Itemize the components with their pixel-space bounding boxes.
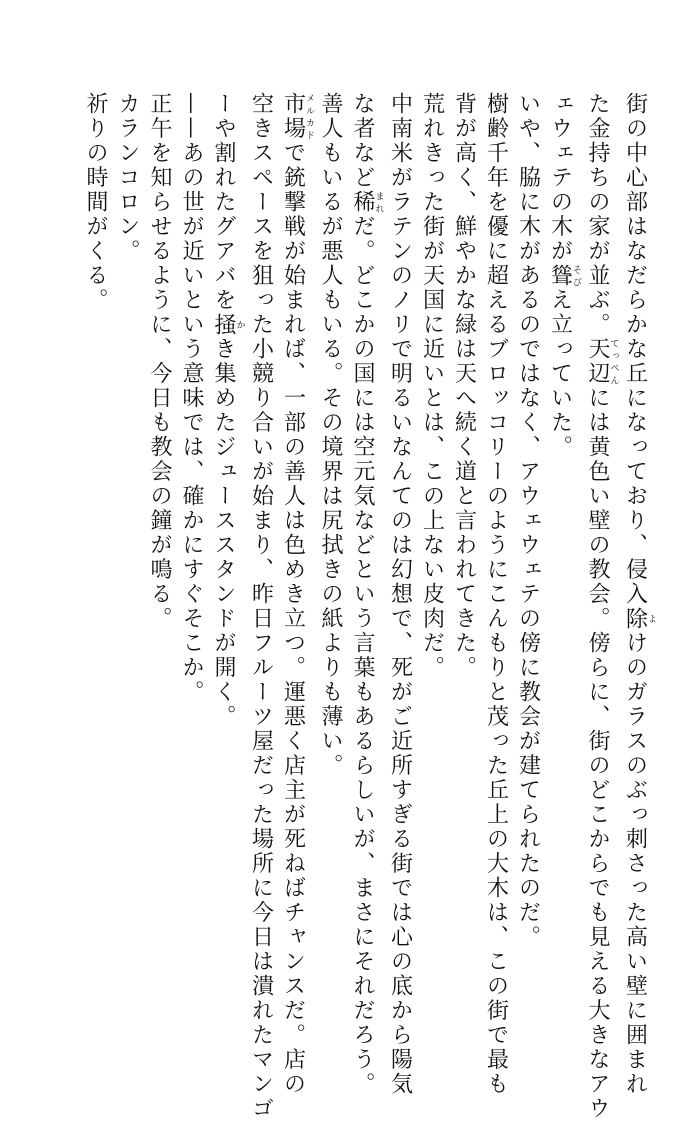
ruby-reading: メルカド [304,92,314,141]
text-segment: だ。どこかの国には空元気などという言葉もあるらしいが、まさにそれだろう。 [350,214,375,1097]
ruby-reading: てっぺん [608,337,619,386]
text-line [619,92,657,1097]
ruby-annotation [280,92,314,141]
text-segment: 背が高く、鮮やかな緑は天へ続く道と言われてきた。 [451,92,477,680]
text-segment: で銃撃戦が始まれば、一部の善人は色めき立つ。運悪く店主が死ねばチャンスだ。店の [280,141,306,1097]
text-segment: 樹齢千年を優に超えるブロッコリーのようにこんもりと茂った丘上の大木は、この街で最も [483,92,509,1097]
text-line [111,92,143,972]
text-segment: 正午を知らせるように、今日も教会の鐘が鳴る。 [147,92,172,631]
text-segment: 空きスペースを狙った小競り合いが始まり、昨日フルーツ屋だった場所に今日は潰れたマンゴ [248,92,274,1121]
text-line [384,92,416,1097]
ruby-base: 天辺 [585,337,610,386]
text-line [207,92,245,972]
ruby-annotation [622,606,656,632]
ruby-base: 除 [622,606,648,631]
ruby-reading: よ [646,606,656,631]
ruby-annotation [350,190,384,215]
vertical-text-body [79,92,656,1121]
text-segment: た金持ちの家が並ぶ。 [585,92,610,337]
text-segment: ェウェテの木が [547,92,573,264]
text-line [512,92,544,972]
text-line [448,92,480,972]
text-line [346,92,384,1097]
text-segment: 祈りの時間がくる。 [83,92,108,313]
ruby-base: 市場 [280,92,306,141]
text-line [277,92,315,1097]
text-segment: 善人もいるが悪人もいる。その境界は尻拭きの紙よりも薄い。 [318,92,343,778]
text-segment: ーや割れたグアバを [211,92,236,313]
ruby-reading: か [234,312,245,337]
ruby-reading: そび [571,263,581,288]
text-line [245,92,277,1121]
ruby-annotation [211,312,245,338]
ruby-annotation [585,337,619,386]
text-segment: え立っていた。 [547,288,573,460]
text-segment: な者など [350,92,375,190]
text-segment: けのガラスのぶっ刺さった高い壁に囲まれ [622,631,648,1097]
text-segment: 中南米がラテンのノリで明るいなんてのは幻想で、死がご近所すぎる街では心の底から陽気 [387,92,413,1097]
text-segment: 荒れきった街が天国に近いとは、この上ない皮肉だ。 [419,92,445,680]
text-line [544,92,582,972]
text-line [416,92,448,972]
text-segment: き集めたジューススタンドが開く。 [211,337,236,729]
text-line [143,92,175,972]
text-line [79,92,111,972]
text-line [175,92,207,972]
text-line [480,92,512,1097]
text-segment: には黄色い壁の教会。傍らに、街のどこからでも見える大きなアウ [585,386,610,1121]
text-segment: ——あの世が近いという意味では、確かにすぐそこか。 [179,92,204,705]
ruby-reading: まれ [373,190,384,215]
text-line [581,92,619,1121]
text-segment: カランコロン。 [115,92,140,264]
text-line [314,92,346,972]
text-segment: 街の中心部はなだらかな丘になっており、侵入 [622,92,648,607]
ruby-base: 聳 [547,263,573,288]
ruby-base: 掻 [211,312,236,337]
ruby-base: 稀 [350,190,375,215]
ruby-annotation [547,263,581,289]
text-segment: いや、脇に木があるのではなく、アウェウェテの傍に教会が建てられたのだ。 [515,92,541,950]
